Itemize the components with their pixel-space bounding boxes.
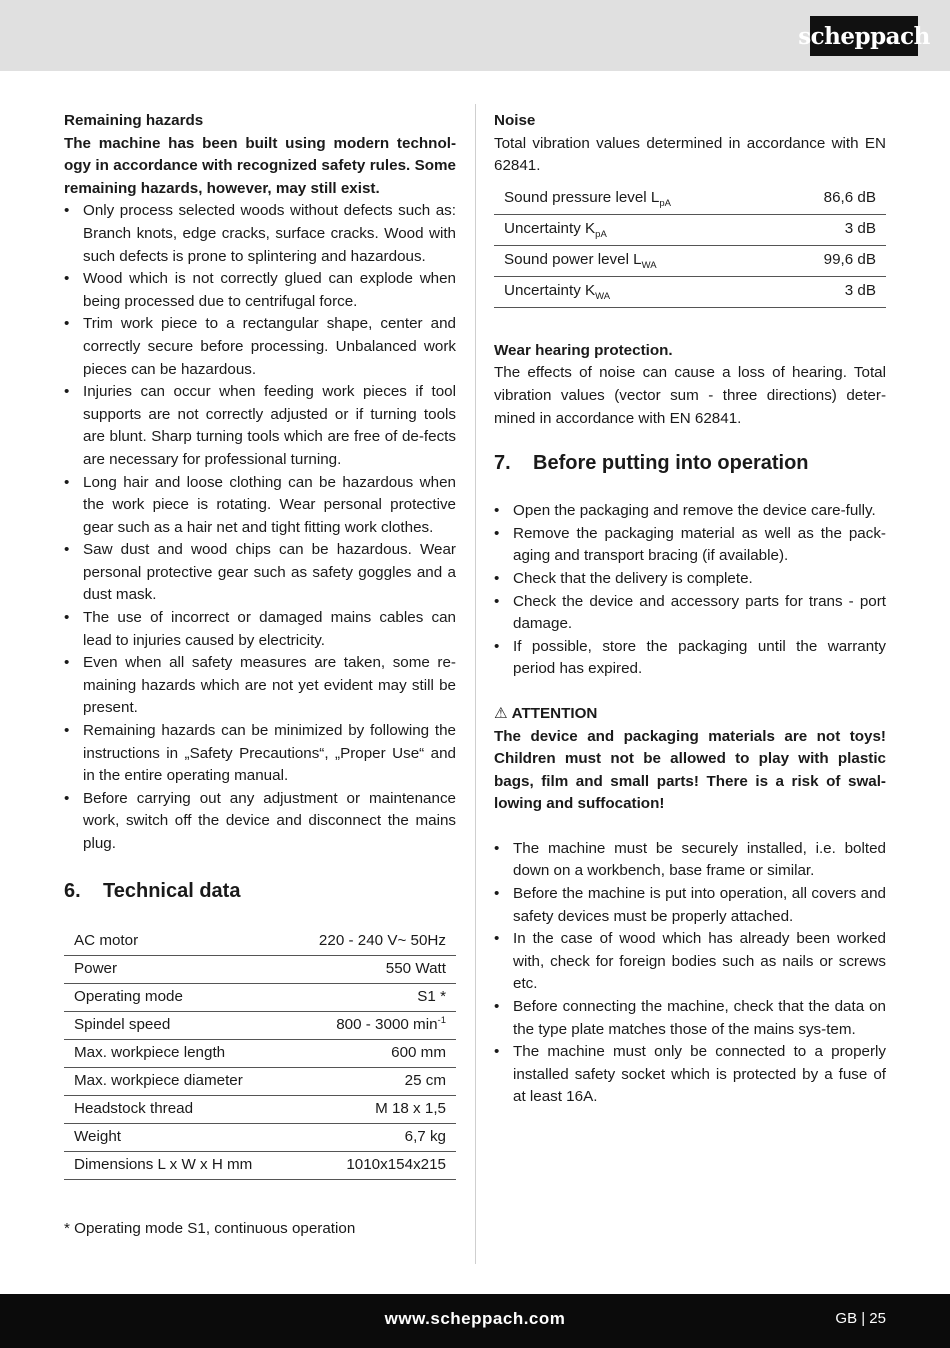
list-item: • Remaining hazards can be minimized by following the instructions in „Safety Precautions“, „Proper Use“ and in the entire operating manual. [64, 720, 456, 788]
label-subscript: pA [659, 198, 671, 210]
list-item: • Only process selected woods without defects such as: Branch knots, edge cracks, surface cracks. Wood with such defects is prone to splintering and hazardous. [64, 200, 456, 268]
value-superscript: -1 [437, 1014, 446, 1026]
table-row [494, 184, 886, 215]
remaining-hazards-title: Remaining hazards [64, 112, 204, 129]
table-row [494, 245, 886, 276]
label-text: Uncertainty K [504, 282, 596, 300]
row-value: 25 cm [289, 1067, 456, 1095]
label-text: Uncertainty K [504, 220, 596, 238]
left-column [64, 110, 456, 1240]
label-text: Sound power level L [504, 251, 642, 269]
row-value: 86,6 dB [777, 184, 886, 215]
list-item: • Check the device and accessory parts for trans - port damage. [494, 591, 886, 636]
row-value: 3 dB [777, 276, 886, 307]
list-item: • Before carrying out any adjustment or maintenance work, switch off the device and disconnect the mains plug. [64, 788, 456, 856]
noise-table [494, 184, 886, 308]
list-item: • Remove the packaging material as well as the pack-aging and transport bracing (if available). [494, 523, 886, 568]
section-number: 6. [64, 879, 81, 902]
row-label: Max. workpiece diameter [64, 1067, 289, 1095]
technical-data-table [64, 928, 456, 1180]
header-bar [0, 0, 950, 71]
list-item: • The machine must be securely installed, i.e. bolted down on a workbench, base frame or similar. [494, 838, 886, 883]
row-value: 220 - 240 V~ 50Hz [289, 928, 456, 956]
row-label [494, 245, 777, 276]
label-text: Sound pressure level L [504, 189, 660, 207]
list-item: • Even when all safety measures are taken, some re-maining hazards which are not yet evident may still be present. [64, 652, 456, 720]
technical-data-heading [64, 878, 456, 904]
list-item: • Injuries can occur when feeding work pieces if tool supports are not correctly adjusted or if turning tools are blunt. Sharp turning tools which are free of de-fects are necessary for professional turning. [64, 381, 456, 471]
list-item: • Long hair and loose clothing can be hazardous when the work piece is rotating. Wear personal protective gear such as a hair net and tight fitting work clothes. [64, 472, 456, 540]
list-item: • Before the machine is put into operation, all covers and safety devices must be properly attached. [494, 883, 886, 928]
row-value: M 18 x 1,5 [289, 1095, 456, 1123]
attention-label: ATTENTION [511, 704, 598, 722]
row-value: 550 Watt [289, 955, 456, 983]
table-row [64, 1123, 456, 1151]
section-title: Technical data [103, 879, 241, 902]
noise-title: Noise [494, 112, 536, 129]
table-row [64, 1011, 456, 1039]
row-label: Spindel speed [64, 1011, 289, 1039]
row-value: S1 * [289, 983, 456, 1011]
list-item: • The use of incorrect or damaged mains cables can lead to injuries caused by electricity. [64, 607, 456, 652]
website-url: www.scheppach.com [384, 1309, 566, 1328]
label-subscript: WA [641, 260, 657, 272]
row-value [289, 1011, 456, 1039]
row-label: Max. workpiece length [64, 1039, 289, 1067]
attention-text: The device and packaging materials are not toys! Children must not be allowed to play with plastic bags, film and small parts! There is a risk of swal-lowing and suffocation! [494, 727, 886, 813]
list-item: • Open the packaging and remove the device care-fully. [494, 500, 886, 523]
row-value: 6,7 kg [289, 1123, 456, 1151]
hazards-list [64, 200, 456, 855]
hearing-protection-title: Wear hearing protection. [494, 341, 673, 359]
page-number: GB | 25 [835, 1310, 886, 1327]
list-item: • If possible, store the packaging until the warranty period has expired. [494, 636, 886, 681]
label-subscript: WA [595, 291, 611, 303]
row-value: 3 dB [777, 214, 886, 245]
row-label: Power [64, 955, 289, 983]
row-label: Dimensions L x W x H mm [64, 1151, 289, 1179]
attention-title [494, 703, 886, 726]
list-item: • Saw dust and wood chips can be hazardous. Wear personal protective gear such as safety goggles and a dust mask. [64, 539, 456, 607]
table-row [494, 276, 886, 307]
list-item: • Trim work piece to a rectangular shape, center and correctly secure before processing. Unbalanced work pieces can be hazardous. [64, 313, 456, 381]
table-row [64, 1067, 456, 1095]
row-label [494, 184, 777, 215]
row-label: AC motor [64, 928, 289, 956]
list-item: • Before connecting the machine, check that the data on the type plate matches those of the mains sys-tem. [494, 996, 886, 1041]
row-label [494, 276, 777, 307]
noise-intro: Total vibration values determined in accordance with EN 62841. [494, 134, 886, 175]
right-column [494, 110, 886, 1109]
table-row [64, 928, 456, 956]
column-divider [475, 104, 476, 1264]
table-row [64, 1151, 456, 1179]
scheppach-logo: scheppach [810, 16, 918, 56]
row-label [494, 214, 777, 245]
row-value: 1010x154x215 [289, 1151, 456, 1179]
remaining-hazards-intro: The machine has been built using modern technol-ogy in accordance with recognized safety rules. Some remaining hazards, however, may still exist. [64, 134, 456, 197]
row-label: Operating mode [64, 983, 289, 1011]
row-label: Weight [64, 1123, 289, 1151]
table-row [64, 983, 456, 1011]
hearing-protection-text: The effects of noise can cause a loss of hearing. Total vibration values (vector sum - three directions) deter-mined in accordance with EN 62841. [494, 364, 886, 427]
list-item: • The machine must only be connected to a properly installed safety socket which is protected by a fuse of at least 16A. [494, 1041, 886, 1109]
before-operation-list [494, 500, 886, 681]
list-item: • Wood which is not correctly glued can explode when being processed due to centrifugal force. [64, 268, 456, 313]
row-label: Headstock thread [64, 1095, 289, 1123]
technical-data-footnote: * Operating mode S1, continuous operation [64, 1219, 356, 1237]
footer-bar [0, 1294, 950, 1348]
before-operation-heading [494, 450, 886, 476]
row-value: 600 mm [289, 1039, 456, 1067]
label-subscript: pA [595, 229, 607, 241]
section-title: Before putting into operation [533, 452, 809, 475]
warning-icon: ⚠ [494, 704, 508, 722]
row-value: 99,6 dB [777, 245, 886, 276]
value-text: 800 - 3000 min [336, 1015, 438, 1033]
table-row [64, 1039, 456, 1067]
table-row [494, 214, 886, 245]
list-item: • Check that the delivery is complete. [494, 568, 886, 591]
table-row [64, 1095, 456, 1123]
list-item: • In the case of wood which has already been worked with, check for foreign bodies such as nails or screws etc. [494, 928, 886, 996]
table-row [64, 955, 456, 983]
section-number: 7. [494, 452, 511, 475]
installation-list [494, 838, 886, 1109]
